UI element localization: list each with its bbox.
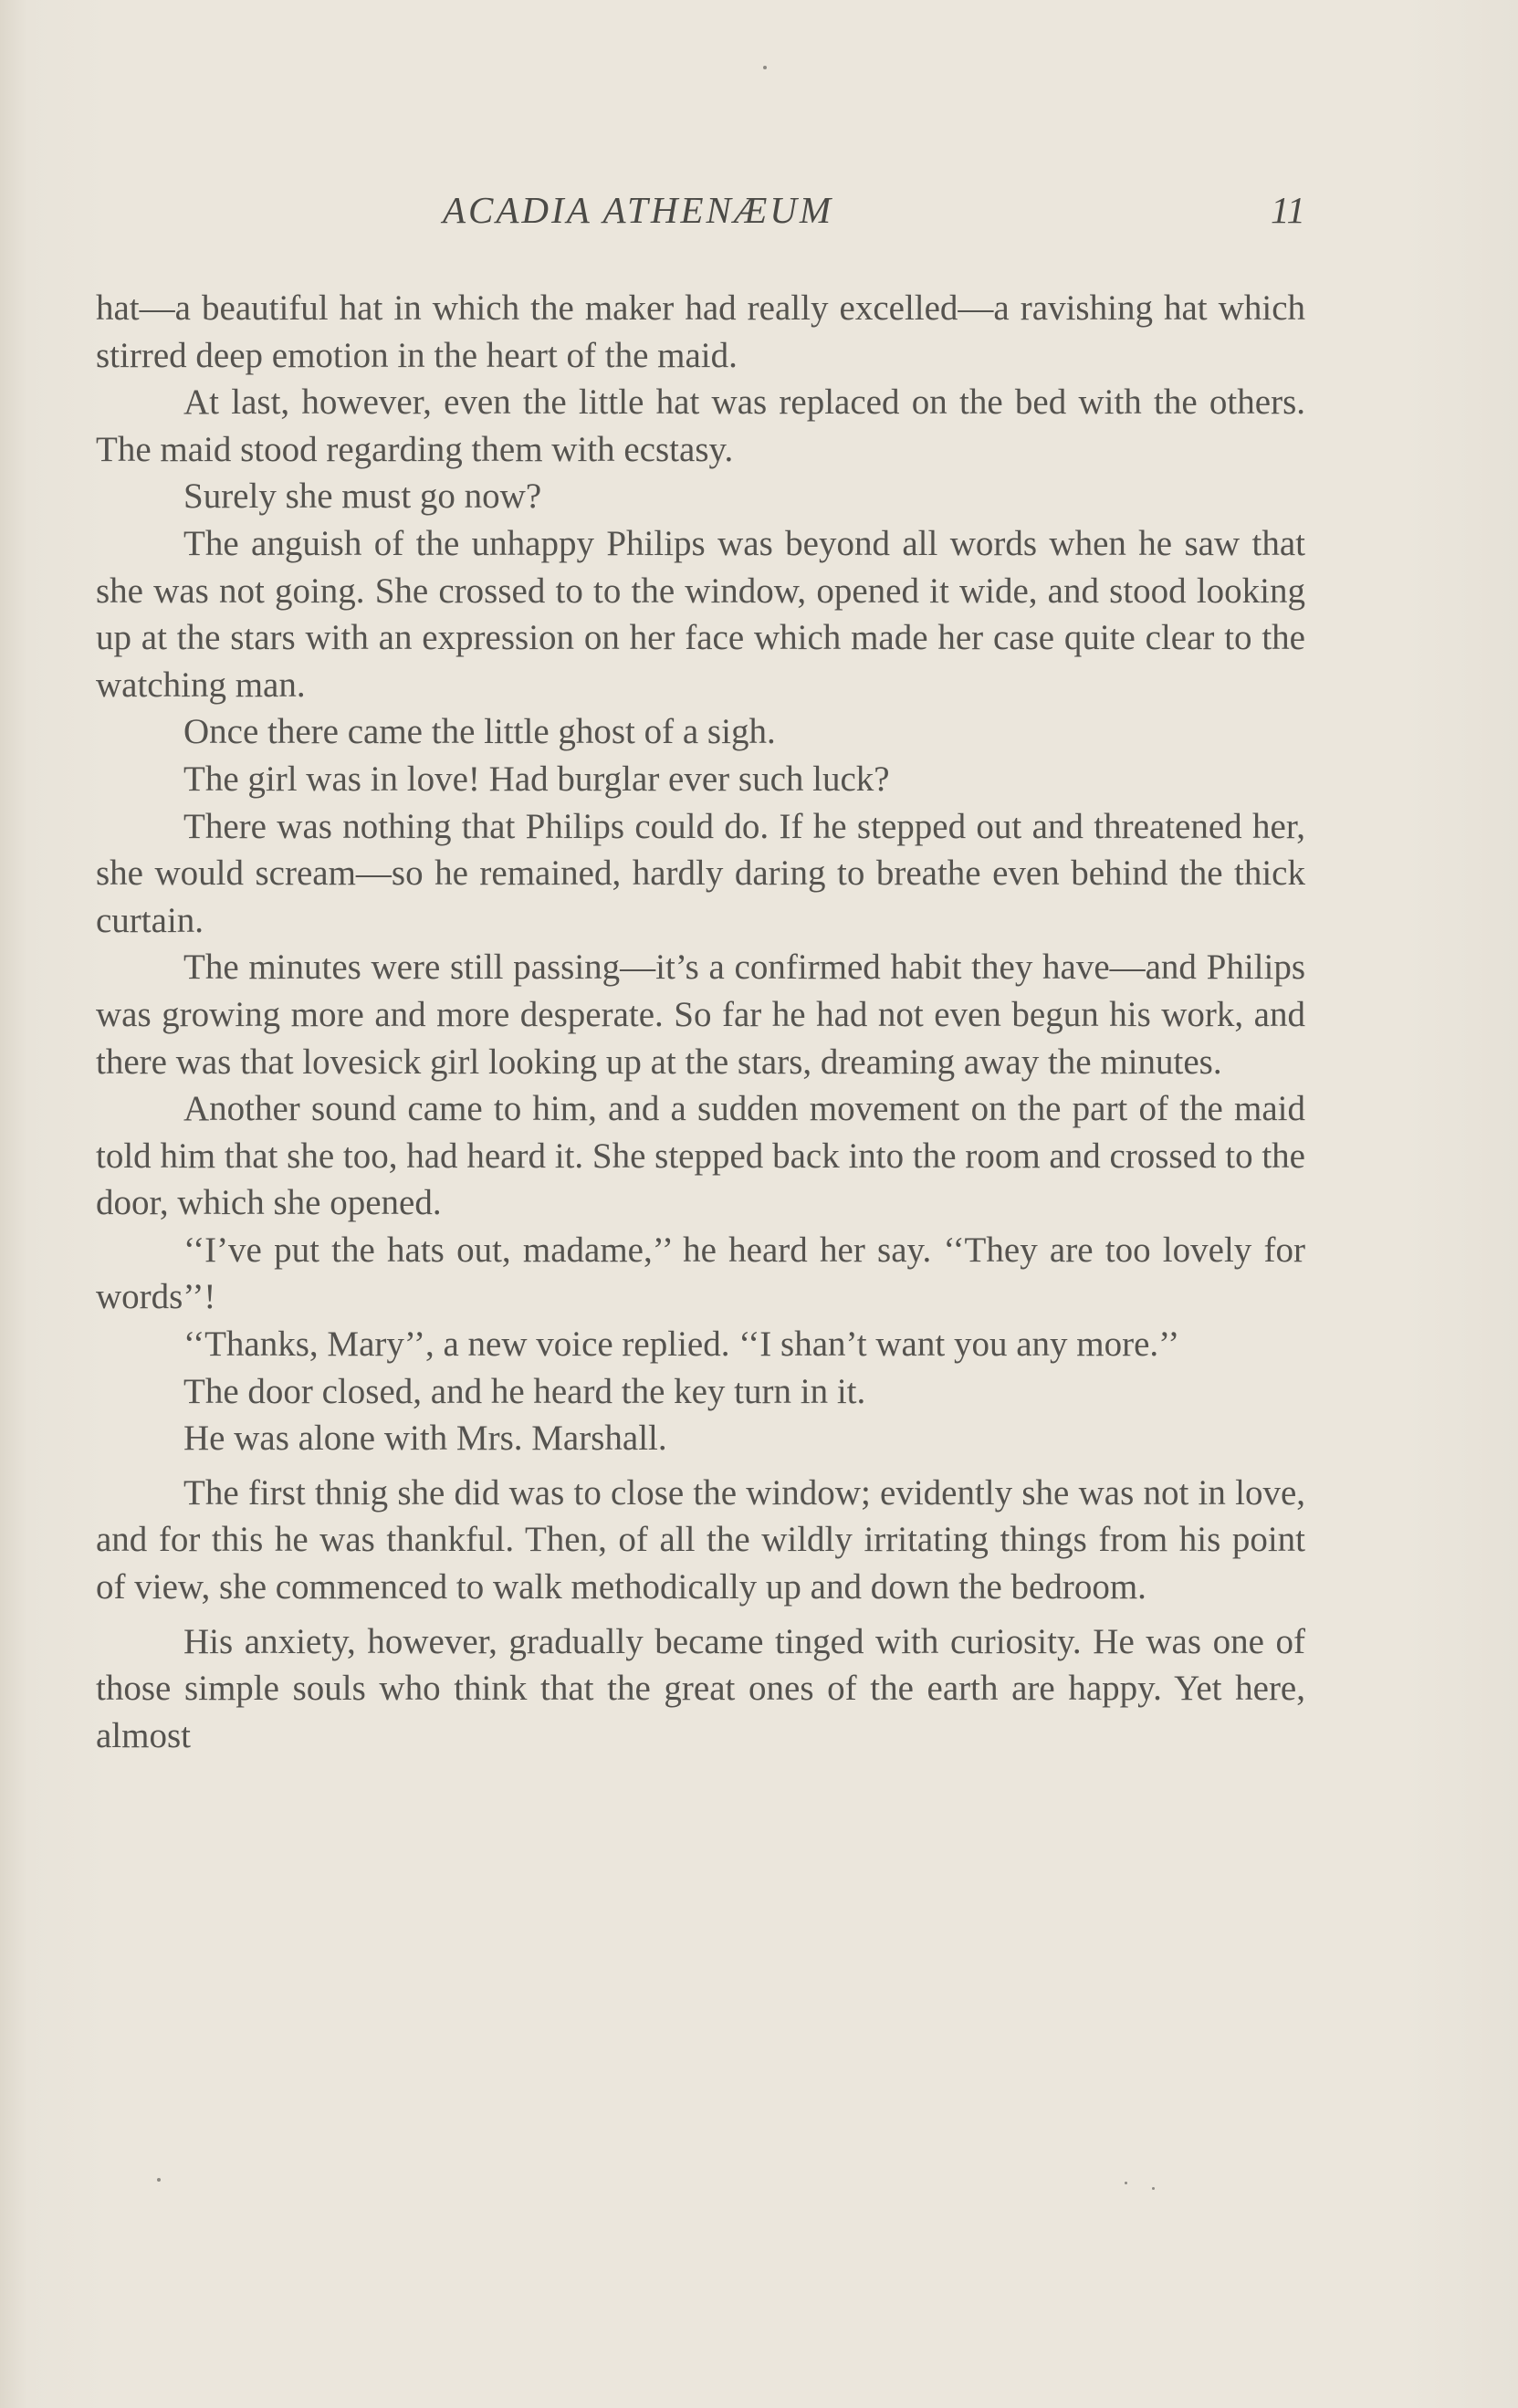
page-speck bbox=[1152, 2187, 1155, 2190]
page-speck bbox=[157, 2178, 161, 2182]
paragraph: There was nothing that Philips could do. If he stepped out and threatened her, she would scream—so he remained, hardly daring to breathe even behind the thick curtain. bbox=[96, 806, 1305, 940]
paragraph: Once there came the little ghost of a sigh. bbox=[183, 712, 776, 752]
paragraph: ‘‘Thanks, Mary’’, a new voice replied. ‘‘I shan’t want you any more.’’ bbox=[183, 1324, 1180, 1365]
running-title: ACADIA ATHENÆUM bbox=[443, 189, 834, 231]
paragraph: The minutes were still passing—it’s a confirmed habit they have—and Philips was growing more and more desperate. So far he had not even begun his work, and there was that lovesick girl looking up at the stars, dreaming away the minutes. bbox=[96, 947, 1305, 1082]
page-speck bbox=[763, 66, 767, 69]
page-number: 11 bbox=[1271, 189, 1305, 231]
paragraph: Another sound came to him, and a sudden movement on the part of the maid told him that she too, had heard it. She stepped back into the room and crossed to the door, which she opened. bbox=[96, 1089, 1305, 1223]
paragraph: ‘‘I’ve put the hats out, madame,’’ he heard her say. ‘‘They are too lovely for words’’! bbox=[96, 1230, 1305, 1317]
paragraph: Surely she must go now? bbox=[183, 476, 542, 517]
paragraph: The girl was in love! Had burglar ever such luck? bbox=[183, 759, 890, 799]
paragraph: hat—a beautiful hat in which the maker had really excelled—a ravishing hat which stirred deep emotion in the heart of the maid. bbox=[96, 288, 1305, 375]
page-speck bbox=[1125, 2182, 1127, 2184]
paragraph: He was alone with Mrs. Marshall. bbox=[183, 1419, 667, 1459]
paragraph: His anxiety, however, gradually became tinged with curiosity. He was one of those simple souls who think that the great ones of the earth are happy. Yet here, almost bbox=[96, 1621, 1305, 1755]
paragraph: At last, however, even the little hat was replaced on the bed with the others. The maid stood regarding them with ecstasy. bbox=[96, 382, 1305, 469]
page-header bbox=[96, 188, 1305, 243]
paragraph: The anguish of the unhappy Philips was beyond all words when he saw that she was not going. She crossed to to the window, opened it wide, and stood looking up at the stars with an expression on her face which made her case quite clear to the watching man. bbox=[96, 523, 1305, 705]
paragraph: The door closed, and he heard the key turn in it. bbox=[183, 1371, 866, 1411]
body-text bbox=[96, 285, 1305, 1759]
paragraph: The first thnig she did was to close the window; evidently she was not in love, and for this he was thankful. Then, of all the wildly irritating things from his point of view, she commenced to walk methodically up and down the bedroom. bbox=[96, 1472, 1305, 1607]
